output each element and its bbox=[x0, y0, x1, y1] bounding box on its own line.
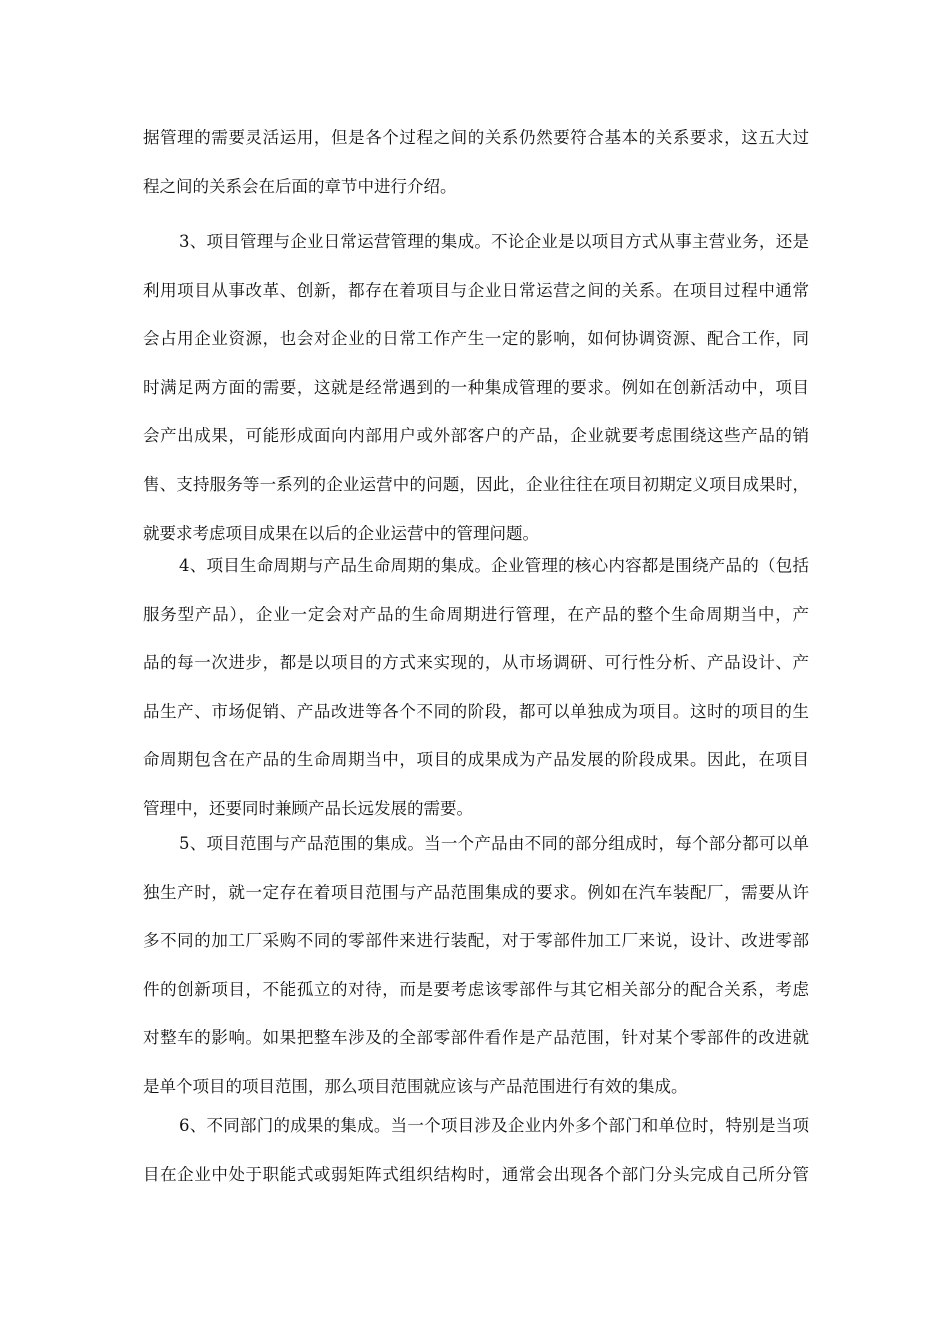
paragraph-line: 利用项目从事改革、创新，都存在着项目与企业日常运营之间的关系。在项目过程中通常 bbox=[143, 280, 809, 300]
paragraph-line: 件的创新项目，不能孤立的对待，而是要考虑该零部件与其它相关部分的配合关系，考虑 bbox=[143, 979, 809, 999]
paragraph-line: 售、支持服务等一系列的企业运营中的问题，因此，企业往往在项目初期定义项目成果时， bbox=[143, 475, 809, 494]
paragraph-line: 时满足两方面的需要，这就是经常遇到的一种集成管理的要求。例如在创新活动中，项目 bbox=[143, 377, 809, 397]
paragraph-line: 品生产、市场促销、产品改进等各个不同的阶段，都可以单独成为项目。这时的项目的生 bbox=[143, 701, 809, 721]
paragraph-line: 对整车的影响。如果把整车涉及的全部零部件看作是产品范围，针对某个零部件的改进就 bbox=[143, 1028, 809, 1048]
paragraph-line: 会占用企业资源，也会对企业的日常工作产生一定的影响，如何协调资源、配合工作，同 bbox=[143, 329, 809, 349]
paragraph-line: 4、项目生命周期与产品生命周期的集成。企业管理的核心内容都是围绕产品的（包括 bbox=[179, 556, 809, 575]
paragraph-line: 就要求考虑项目成果在以后的企业运营中的管理问题。 bbox=[143, 523, 539, 543]
paragraph-line: 程之间的关系会在后面的章节中进行介绍。 bbox=[143, 176, 457, 196]
paragraph-line: 目在企业中处于职能式或弱矩阵式组织结构时，通常会出现各个部门分头完成自己所分管 bbox=[143, 1164, 809, 1184]
paragraph-line: 命周期包含在产品的生命周期当中，项目的成果成为产品发展的阶段成果。因此，在项目 bbox=[143, 750, 809, 770]
paragraph-line: 会产出成果，可能形成面向内部用户或外部客户的产品，企业就要考虑围绕这些产品的销 bbox=[143, 426, 809, 446]
paragraph-line: 管理中，还要同时兼顾产品长远发展的需要。 bbox=[143, 799, 473, 818]
paragraph-line: 多不同的加工厂采购不同的零部件来进行装配，对于零部件加工厂来说，设计、改进零部 bbox=[143, 931, 809, 951]
paragraph-line: 5、项目范围与产品范围的集成。当一个产品由不同的部分组成时，每个部分都可以单 bbox=[179, 834, 809, 853]
paragraph-line: 是单个项目的项目范围，那么项目范围就应该与产品范围进行有效的集成。 bbox=[143, 1077, 688, 1096]
paragraph-line: 服务型产品），企业一定会对产品的生命周期进行管理，在产品的整个生命周期当中，产 bbox=[143, 604, 809, 624]
paragraph-line: 6、不同部门的成果的集成。当一个项目涉及企业内外多个部门和单位时，特别是当项 bbox=[179, 1116, 809, 1135]
paragraph-line: 独生产时，就一定存在着项目范围与产品范围集成的要求。例如在汽车装配厂，需要从许 bbox=[143, 882, 809, 902]
paragraph-line: 据管理的需要灵活运用，但是各个过程之间的关系仍然要符合基本的关系要求，这五大过 bbox=[143, 128, 809, 147]
paragraph-line: 品的每一次进步，都是以项目的方式来实现的，从市场调研、可行性分析、产品设计、产 bbox=[143, 653, 809, 673]
paragraph-line: 3、项目管理与企业日常运营管理的集成。不论企业是以项目方式从事主营业务，还是 bbox=[179, 232, 809, 251]
